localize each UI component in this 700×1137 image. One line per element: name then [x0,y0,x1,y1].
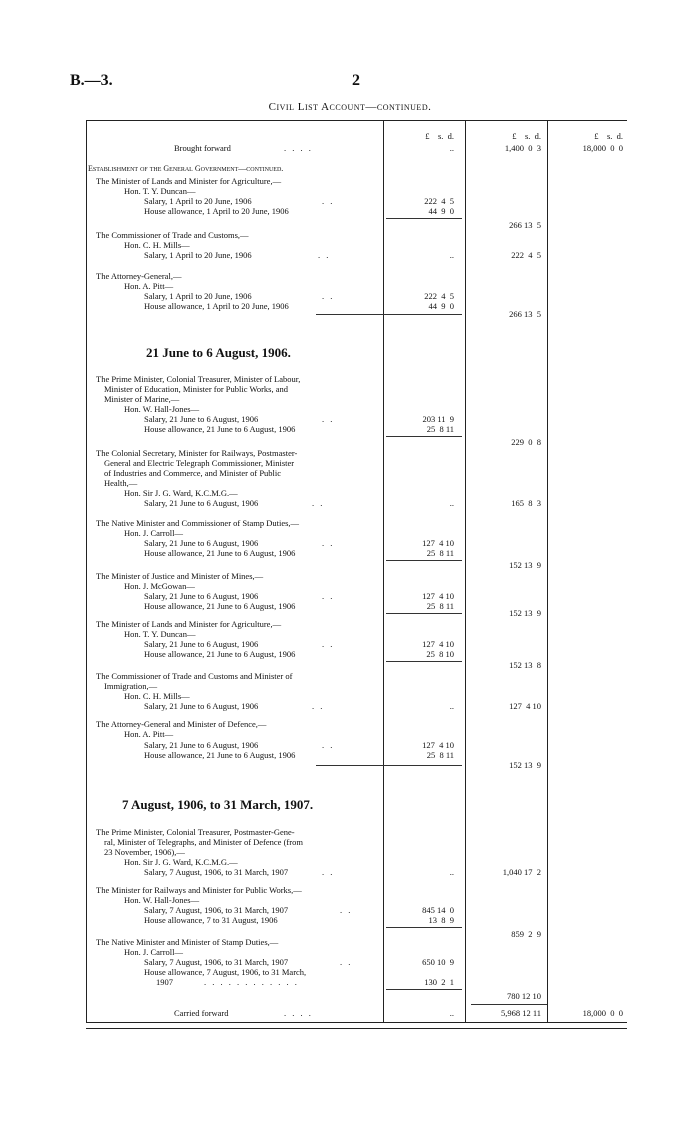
cell: 203 11 9 [422,414,454,424]
table-row [86,207,627,217]
table-row [86,438,627,448]
leader-dots: . . [322,591,335,601]
table-row [86,916,627,926]
cell: .. [449,701,454,711]
cell: 13 8 9 [428,915,454,925]
cell: 25 8 11 [426,750,454,760]
table-row [86,251,627,261]
table-row [86,751,627,761]
row-label: The Prime Minister, Colonial Treasurer, Postmaster-Gene- [96,827,295,837]
row-label: House allowance, 1 April to 20 June, 1906 [144,206,289,216]
leader-dots: . . [322,291,335,301]
row-label: House allowance, 21 June to 6 August, 1906 [144,548,296,558]
leader-dots: . . [340,957,353,967]
row-label: Carried forward [174,1008,229,1018]
cell: 152 13 9 [509,760,541,770]
row-label: House allowance, 7 August, 1906, to 31 March, [144,967,307,977]
table-row [86,144,627,154]
row-label: Hon. Sir J. G. Ward, K.C.M.G.— [124,857,238,867]
row-label: General and Electric Telegraph Commissioner, Minister [104,458,295,468]
leader-dots: . . [340,905,353,915]
row-label: House allowance, 1 April to 20 June, 1906 [144,301,289,311]
row-label: Brought forward [174,143,231,153]
row-label: Salary, 21 June to 6 August, 1906 [144,498,259,508]
row-label: Salary, 21 June to 6 August, 1906 [144,740,259,750]
row-label: The Colonial Secretary, Minister for Railways, Postmaster- [96,448,298,458]
row-label: The Commissioner of Trade and Customs and Minister of [96,671,293,681]
cell: 1,040 17 2 [502,867,541,877]
cell: 650 10 9 [422,957,454,967]
table-row [86,702,627,712]
cell: 222 4 5 [511,250,541,260]
table-row [86,650,627,660]
row-label: of Industries and Commerce, and Minister of Public [104,468,282,478]
table-row [86,164,627,174]
table-body [86,120,627,1023]
row-label: 1907 [156,977,173,987]
row-label: The Minister of Justice and Minister of Mines,— [96,571,264,581]
page-foot-rule [86,1028,627,1029]
cell: 266 13 5 [509,309,541,319]
page-title: Civil List Account—continued. [268,101,432,113]
row-label: The Commissioner of Trade and Customs,— [96,230,249,240]
row-label: Salary, 1 April to 20 June, 1906 [144,196,252,206]
cell: 1,400 0 3 [504,143,541,153]
section-heading: Establishment of the General Government—continued. [88,164,284,173]
table-row [86,549,627,559]
row-label: Salary, 21 June to 6 August, 1906 [144,701,259,711]
row-label: House allowance, 7 to 31 August, 1906 [144,915,278,925]
cell: 859 2 9 [511,929,541,939]
row-label: The Minister of Lands and Minister for Agriculture,— [96,176,282,186]
leader-dots: . . [312,701,325,711]
cell: 127 4 10 [422,591,454,601]
cell: .. [449,250,454,260]
period-heading: 7 August, 1906, to 31 March, 1907. [122,797,314,812]
row-label: Hon. J. Carroll— [124,528,184,538]
column-heading: £ s. d. [512,131,541,141]
cell: 266 13 5 [509,220,541,230]
row-label: Hon. W. Hall-Jones— [124,404,200,414]
row-label: Hon. T. Y. Duncan— [124,629,196,639]
row-label: Salary, 1 April to 20 June, 1906 [144,291,252,301]
subtotal-rule [471,1004,547,1005]
leader-dots: . . [318,250,331,260]
row-label: Hon. A. Pitt— [124,729,174,739]
row-label: The Attorney-General and Minister of Defence,— [96,719,267,729]
cell: 18,000 0 0 [582,1008,623,1018]
cell: 44 9 0 [428,301,454,311]
row-label: Hon. T. Y. Duncan— [124,186,196,196]
row-label: Salary, 21 June to 6 August, 1906 [144,538,259,548]
cell: .. [449,1008,454,1018]
cell: 127 4 10 [422,740,454,750]
page-ref: B.—3. [70,72,113,89]
table-row [86,609,627,619]
cell: 25 8 10 [426,649,454,659]
row-label: Hon. A. Pitt— [124,281,174,291]
period-heading: 21 June to 6 August, 1906. [146,345,291,360]
table-row [86,730,627,740]
leader-dots: . . [322,867,335,877]
leader-dots: . . . . [284,143,313,153]
cell: 152 13 9 [509,560,541,570]
cell: 127 4 10 [509,701,541,711]
cell: 780 12 10 [507,991,541,1001]
row-label: Minister of Marine,— [104,394,180,404]
cell: 25 8 11 [426,548,454,558]
table-row [86,672,627,682]
row-label: The Attorney-General,— [96,271,182,281]
table-row [86,992,627,1002]
cell: 152 13 9 [509,608,541,618]
row-label: Hon. J. McGowan— [124,581,195,591]
row-label: Hon. C. H. Mills— [124,691,190,701]
row-label: Hon. C. H. Mills— [124,240,190,250]
table-row [86,561,627,571]
table-row [86,425,627,435]
row-label: House allowance, 21 June to 6 August, 1906 [144,601,296,611]
subtotal-rule [386,927,462,928]
row-label: Salary, 1 April to 20 June, 1906 [144,250,252,260]
row-label: Minister of Education, Minister for Public Works, and [104,384,289,394]
table-row [86,978,627,988]
row-label: Salary, 21 June to 6 August, 1906 [144,414,259,424]
cell: 127 4 10 [422,639,454,649]
cell: .. [449,867,454,877]
row-label: Immigration,— [104,681,158,691]
row-label: The Prime Minister, Colonial Treasurer, Minister of Labour, [96,374,301,384]
row-label: The Native Minister and Minister of Stamp Duties,— [96,937,279,947]
row-label: The Native Minister and Commissioner of Stamp Duties,— [96,518,300,528]
table-row [86,310,627,320]
cell: 845 14 0 [422,905,454,915]
cell: 222 4 5 [424,291,454,301]
page-number: 2 [352,72,360,89]
row-label: Salary, 21 June to 6 August, 1906 [144,639,259,649]
row-label: ral, Minister of Telegraphs, and Minister of Defence (from [104,837,303,847]
row-label: Hon. W. Hall-Jones— [124,895,200,905]
table-row [86,661,627,671]
table-row [86,761,627,771]
cell: 18,000 0 0 [582,143,623,153]
leader-dots: . . [312,498,325,508]
leader-dots: . . [322,538,335,548]
leader-dots: . . [322,639,335,649]
cell: 25 8 11 [426,601,454,611]
subtotal-rule [386,989,462,990]
row-label: House allowance, 21 June to 6 August, 1906 [144,750,296,760]
leader-dots: . . . . [284,1008,313,1018]
row-label: Salary, 7 August, 1906, to 31 March, 1907 [144,957,289,967]
row-label: The Minister for Railways and Minister for Public Works,— [96,885,302,895]
table-row [86,499,627,509]
column-heading: £ s. d. [594,131,623,141]
leader-dots: . . . . . . . . . . . . [204,977,299,987]
row-label: House allowance, 21 June to 6 August, 1906 [144,424,296,434]
cell: .. [449,498,454,508]
cell: 127 4 10 [422,538,454,548]
leader-dots: . . [322,196,335,206]
cell: 130 2 1 [424,977,454,987]
account-table [86,120,627,1023]
table-row [86,1009,627,1019]
cell: 5,968 12 11 [500,1008,541,1018]
row-label: Salary, 21 June to 6 August, 1906 [144,591,259,601]
column-headings [86,132,627,142]
subtotal-rule [386,436,462,437]
row-label: Salary, 7 August, 1906, to 31 March, 1907 [144,905,289,915]
row-label: The Minister of Lands and Minister for Agriculture,— [96,619,282,629]
row-label: House allowance, 21 June to 6 August, 1906 [144,649,296,659]
subtotal-rule [386,218,462,219]
leader-dots: . . [322,414,335,424]
row-label: Salary, 7 August, 1906, to 31 March, 1907 [144,867,289,877]
cell: 222 4 5 [424,196,454,206]
cell: 25 8 11 [426,424,454,434]
row-label: 23 November, 1906),— [104,847,185,857]
cell: 165 8 3 [511,498,541,508]
cell: 152 13 8 [509,660,541,670]
column-heading: £ s. d. [425,131,454,141]
cell: .. [449,143,454,153]
table-row [86,469,627,479]
table-row [86,868,627,878]
leader-dots: . . [322,740,335,750]
row-label: Health,— [104,478,138,488]
row-label: Hon. J. Carroll— [124,947,184,957]
row-label: Hon. Sir J. G. Ward, K.C.M.G.— [124,488,238,498]
cell: 229 0 8 [511,437,541,447]
cell: 44 9 0 [428,206,454,216]
